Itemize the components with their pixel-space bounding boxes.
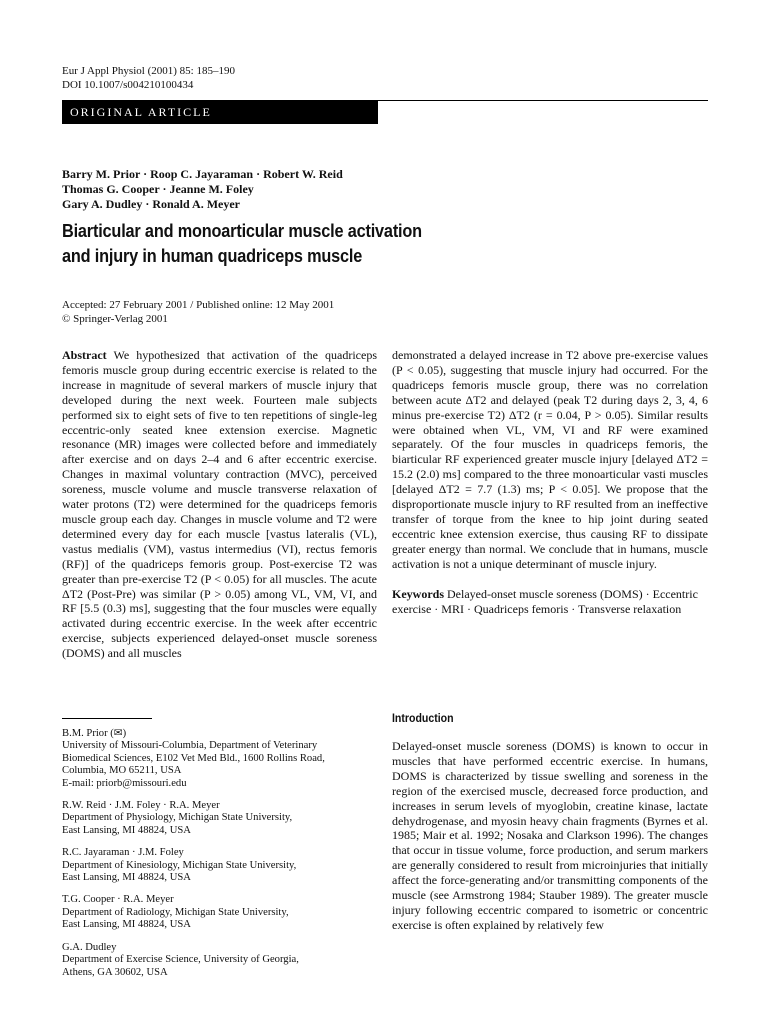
affiliations <box>62 728 378 989</box>
author-list <box>62 167 343 212</box>
journal-header <box>62 64 235 92</box>
affiliation-email[interactable]: E-mail: priorb@missouri.edu <box>62 777 187 789</box>
affiliation-line: East Lansing, MI 48824, USA <box>62 872 191 884</box>
affiliation-line: East Lansing, MI 48824, USA <box>62 824 191 836</box>
affiliation-line: Biomedical Sciences, E102 Vet Med Bld., 1600 Rollins Road, <box>62 752 325 764</box>
affiliation-line: University of Missouri-Columbia, Department of Veterinary <box>62 740 318 752</box>
affiliation-line: Department of Kinesiology, Michigan State University, <box>62 859 297 871</box>
affiliation-author: R.W. Reid · J.M. Foley · R.A. Meyer <box>62 800 220 812</box>
affiliation-line: East Lansing, MI 48824, USA <box>62 919 191 931</box>
author-line: Gary A. Dudley · Ronald A. Meyer <box>62 197 240 211</box>
affiliation-block <box>62 800 378 837</box>
title-line: Biarticular and monoarticular muscle activation <box>62 220 422 241</box>
abstract-text-right: demonstrated a delayed increase in T2 above pre-exercise values (P < 0.05), suggesting that muscle injury had occurred. For the quadriceps femoris muscle group, there was no correlation between acute ΔT2 and delayed (peak T2 during days 2, 3, 4, 6 minus pre-exercise T2) ΔT2 (r = 0.04, P > 0.05). Similar results were obtained when VL, VM, VI and RF were examined separately. Of the four muscles in quadriceps femoris, the biarticular RF experienced greater muscle injury [delayed ΔT2 = 15.2 (2.0) ms] compared to the three monoarticular vasti muscles [delayed ΔT2 = 7.7 (1.3) ms; P < 0.05]. We propose that the disproportionate muscle injury to RF resulted from an ineffective transfer of torque from the knee to hip joint during seated eccentric knee extension exercise, thus causing RF to dissipate greater energy than normal. We conclude that in humans, muscle activation is not a unique determinant of muscle injury. <box>392 348 708 571</box>
copyright: © Springer-Verlag 2001 <box>62 313 168 325</box>
affiliation-rule <box>62 718 152 719</box>
affiliation-block <box>62 894 378 931</box>
title-line: and injury in human quadriceps muscle <box>62 245 363 266</box>
affiliation-block <box>62 847 378 884</box>
keywords <box>392 587 708 617</box>
affiliation-line: Department of Physiology, Michigan State University, <box>62 812 293 824</box>
introduction-heading: Introduction <box>392 711 454 725</box>
abstract-text-left: We hypothesized that activation of the quadriceps femoris muscle group during eccentric exercise is related to the increase in magnitude of several markers of muscle injury that developed during the next week. Fourteen male subjects performed six to eight sets of five to ten repetitions of single-leg eccentric-only seated knee extension exercise. Magnetic resonance (MR) images were collected before and immediately after exercise and on days 2–4 and 6 after eccentric exercise. Changes in maximal voluntary contraction (MVC), perceived soreness, muscle volume and muscle transverse relaxation of water protons (T2) were determined for the quadriceps femoris muscle group each day. Changes in muscle volume and T2 were determined every day for each muscle [vastus lateralis (VL), vastus medialis (VM), vastus intermedius (VI), rectus femoris (RF)] of the quadriceps femoris group. Post-exercise T2 was greater than pre-exercise T2 (P < 0.05) for all muscles. The acute ΔT2 (Post-Pre) was similar (P > 0.05) among VL, VM, VI, and RF [5.5 (0.3) ms], suggesting that the four muscles were equally activated during eccentric exercise. In the week after eccentric exercise, subjects experienced delayed-onset muscle soreness (DOMS) and all muscles <box>62 348 377 661</box>
publication-dates <box>62 298 334 326</box>
article-type-banner: ORIGINAL ARTICLE <box>62 100 378 124</box>
abstract-label: Abstract <box>62 348 107 362</box>
abstract-left-column <box>62 348 377 661</box>
author-line: Barry M. Prior · Roop C. Jayaraman · Robert W. Reid <box>62 167 343 181</box>
affiliation-block <box>62 728 378 790</box>
journal-citation: Eur J Appl Physiol (2001) 85: 185–190 <box>62 65 235 77</box>
affiliation-author: T.G. Cooper · R.A. Meyer <box>62 894 174 906</box>
article-title <box>62 218 555 268</box>
affiliation-author: G.A. Dudley <box>62 941 117 953</box>
affiliation-line: Athens, GA 30602, USA <box>62 966 168 978</box>
introduction-text: Delayed-onset muscle soreness (DOMS) is known to occur in muscles that have performed eccentric exercise. In humans, DOMS is characterized by tissue swelling and soreness in the region of the exercised muscle, decreased force production, and increases in serum levels of myoglobin, creatine kinase, lactate dehydrogenase, and myosin heavy chain fragments (Byrnes et al. 1985; Mair et al. 1992; Nosaka and Clarkson 1996). The changes that occur in tissue volume, force production, and serum markers are generally considered to result from microinjuries that initially affect the force-generating and/or transmitting components of the muscle (see Armstrong 1984; Stauber 1989). The greater muscle injury following eccentric compared to isometric or concentric exercise is often explained by relatively few <box>392 739 708 932</box>
keywords-label: Keywords <box>392 586 444 601</box>
affiliation-line: Department of Exercise Science, University of Georgia, <box>62 954 299 966</box>
affiliation-author: R.C. Jayaraman · J.M. Foley <box>62 847 184 859</box>
accepted-date: Accepted: 27 February 2001 / Published online: 12 May 2001 <box>62 299 335 311</box>
keywords-text: Delayed-onset muscle soreness (DOMS) · Eccentric exercise · MRI · Quadriceps femoris · Transverse relaxation <box>392 586 698 616</box>
affiliation-author: B.M. Prior (✉) <box>62 728 127 739</box>
affiliation-line: Department of Radiology, Michigan State University, <box>62 906 289 918</box>
author-line: Thomas G. Cooper · Jeanne M. Foley <box>62 182 254 196</box>
abstract-right-column <box>392 348 708 616</box>
journal-doi: DOI 10.1007/s004210100434 <box>62 79 194 91</box>
affiliation-block <box>62 942 378 979</box>
affiliation-line: Columbia, MO 65211, USA <box>62 765 182 777</box>
